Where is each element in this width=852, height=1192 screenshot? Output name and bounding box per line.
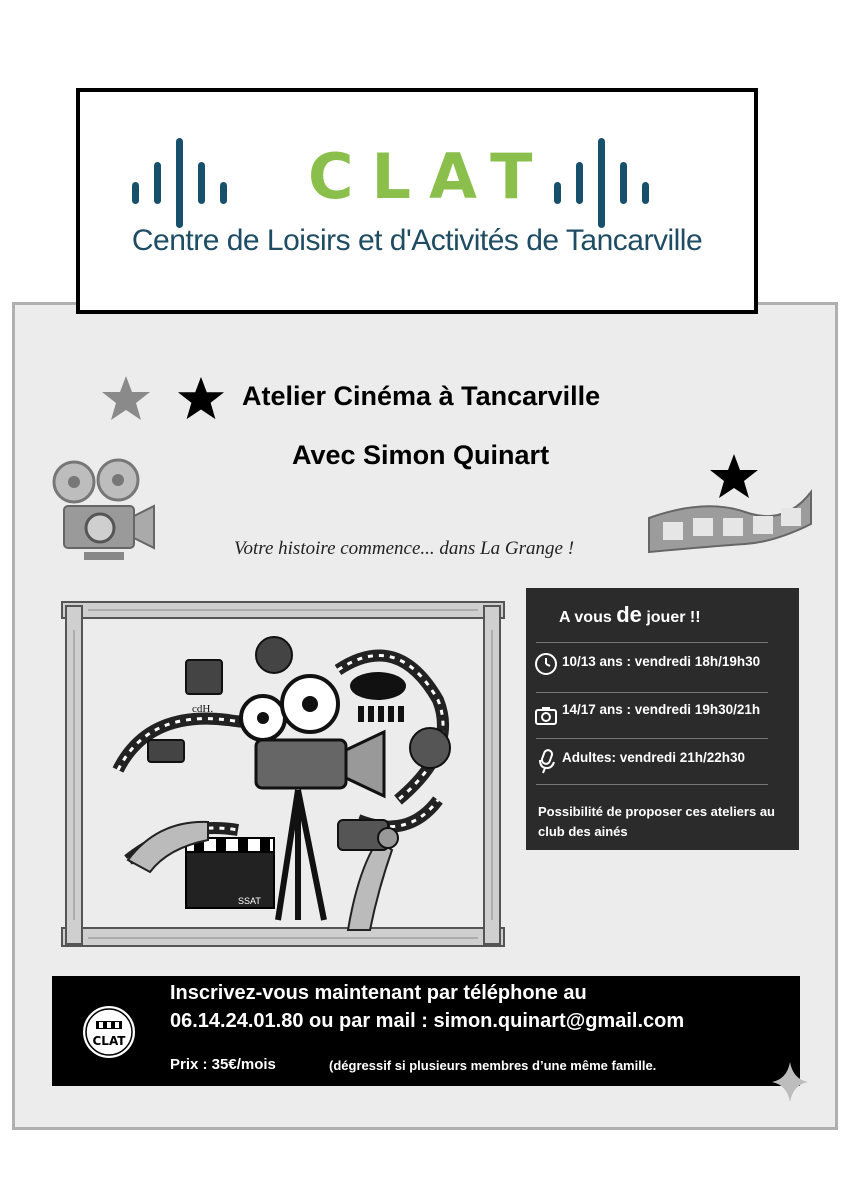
sketch-label: cdH. xyxy=(192,703,214,715)
schedule-panel: A vous de jouer !! 10/13 ans : vendredi 18h/19h30 14/17 ans : vendredi 19h30/21h Adultes: vendredi 21h/22h30 Possibilité de proposer ces ateliers au club des ainés xyxy=(526,588,799,850)
contact-details: 06.14.24.01.80 ou par mail : simon.quinart@gmail.com xyxy=(170,1010,685,1032)
contact-banner xyxy=(52,976,800,1086)
page-title: Atelier Cinéma à Tancarville xyxy=(242,381,601,411)
price: Prix : 35€/mois xyxy=(170,1056,276,1073)
schedule-note: Possibilité de proposer ces ateliers au club des ainés xyxy=(538,804,775,839)
svg-text:CLAT: CLAT xyxy=(92,1034,126,1048)
camera-icon xyxy=(534,704,558,728)
cinema-illustration xyxy=(58,600,508,950)
price-note: (dégressif si plusieurs membres d’une même famille. xyxy=(329,1058,657,1073)
logo-subtitle: Centre de Loisirs et d'Activités de Tancarville xyxy=(131,224,703,257)
page-subtitle: Avec Simon Quinart xyxy=(292,440,550,470)
logo-box xyxy=(76,88,758,314)
slate-text: SSAT xyxy=(238,896,261,906)
star-icon xyxy=(176,374,226,422)
star-icon xyxy=(100,374,152,422)
film-strip-icon xyxy=(645,478,815,568)
signup-text: Inscrivez-vous maintenant par téléphone au xyxy=(170,982,587,1004)
logo-mark xyxy=(80,126,754,236)
divider xyxy=(536,784,768,785)
divider xyxy=(536,738,768,739)
microphone-icon xyxy=(534,748,558,774)
schedule-title: A vous de jouer !! xyxy=(559,602,701,627)
divider xyxy=(536,692,768,693)
film-projector-icon xyxy=(48,456,160,568)
clock-icon xyxy=(534,652,558,676)
tagline: Votre histoire commence... dans La Grange ! xyxy=(234,538,575,559)
divider xyxy=(536,642,768,643)
sparkle-icon xyxy=(772,1062,808,1102)
clat-badge-logo xyxy=(80,1003,138,1061)
logo-wordmark: CLAT xyxy=(308,140,551,213)
